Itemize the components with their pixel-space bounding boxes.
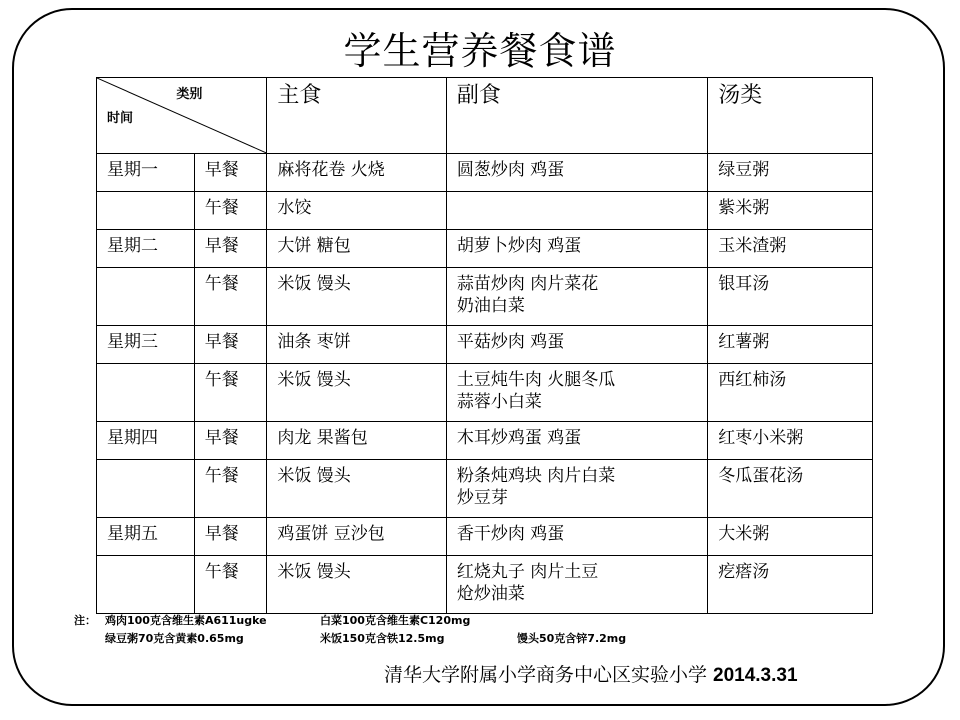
header-row bbox=[97, 78, 873, 154]
side-dish-line: 粉条炖鸡块 肉片白菜 bbox=[456, 466, 616, 486]
soup-cell: 银耳汤 bbox=[708, 268, 873, 326]
meal-cell: 早餐 bbox=[194, 518, 267, 556]
day-cell bbox=[97, 460, 195, 518]
side-dish-cell bbox=[446, 154, 707, 192]
main-dish-cell: 米饭 馒头 bbox=[267, 556, 447, 614]
page-title: 学生营养餐食谱 bbox=[343, 29, 617, 73]
main-dish-cell: 米饭 馒头 bbox=[267, 268, 447, 326]
side-dish-line: 炒豆芽 bbox=[456, 488, 508, 508]
day-cell: 星期三 bbox=[97, 326, 195, 364]
meal-cell: 早餐 bbox=[194, 154, 267, 192]
main-dish-cell: 麻将花卷 火烧 bbox=[267, 154, 447, 192]
side-dish-cell bbox=[446, 326, 707, 364]
header-soup: 汤类 bbox=[708, 78, 873, 154]
side-dish-cell bbox=[446, 556, 707, 614]
side-dish-cell bbox=[446, 230, 707, 268]
table-row bbox=[97, 422, 873, 460]
category-label: 类别 bbox=[176, 87, 203, 102]
table-row bbox=[97, 192, 873, 230]
note-rice: 米饭150克含铁12.5mg bbox=[320, 632, 445, 645]
side-dish-cell bbox=[446, 192, 707, 230]
note-mungbean: 绿豆粥70克含黄素0.65mg bbox=[105, 632, 244, 645]
footer-date: 2014.3.31 bbox=[713, 665, 798, 686]
meal-cell: 早餐 bbox=[194, 230, 267, 268]
main-dish-cell: 米饭 馒头 bbox=[267, 364, 447, 422]
meal-cell: 早餐 bbox=[194, 422, 267, 460]
table-row bbox=[97, 326, 873, 364]
side-dish-cell bbox=[446, 364, 707, 422]
note-cabbage: 白菜100克含维生素C120mg bbox=[320, 614, 471, 627]
side-dish-line: 胡萝卜炒肉 鸡蛋 bbox=[456, 236, 582, 256]
table-row bbox=[97, 154, 873, 192]
side-dish-line: 香干炒肉 鸡蛋 bbox=[456, 524, 565, 544]
side-dish-cell bbox=[446, 518, 707, 556]
school-name: 清华大学附属小学商务中心区实验小学 bbox=[384, 664, 708, 686]
side-dish-cell bbox=[446, 268, 707, 326]
table-row bbox=[97, 460, 873, 518]
day-cell bbox=[97, 268, 195, 326]
table-row bbox=[97, 364, 873, 422]
meal-cell: 午餐 bbox=[194, 556, 267, 614]
time-label: 时间 bbox=[107, 111, 134, 126]
menu-body bbox=[97, 154, 873, 614]
soup-cell: 疙瘩汤 bbox=[708, 556, 873, 614]
header-side: 副食 bbox=[446, 78, 707, 154]
menu-table bbox=[96, 77, 873, 614]
soup-cell: 绿豆粥 bbox=[708, 154, 873, 192]
notes bbox=[74, 612, 774, 648]
meal-cell: 午餐 bbox=[194, 364, 267, 422]
side-dish-line: 蒜蓉小白菜 bbox=[456, 392, 542, 412]
side-dish-line: 圆葱炒肉 鸡蛋 bbox=[456, 160, 565, 180]
side-dish-line: 红烧丸子 肉片土豆 bbox=[456, 562, 599, 582]
soup-cell: 红薯粥 bbox=[708, 326, 873, 364]
side-dish-line: 炝炒油菜 bbox=[456, 584, 525, 604]
main-dish-cell: 油条 枣饼 bbox=[267, 326, 447, 364]
header-main: 主食 bbox=[267, 78, 447, 154]
meal-cell: 早餐 bbox=[194, 326, 267, 364]
soup-cell: 紫米粥 bbox=[708, 192, 873, 230]
meal-cell: 午餐 bbox=[194, 460, 267, 518]
day-cell bbox=[97, 364, 195, 422]
day-cell: 星期四 bbox=[97, 422, 195, 460]
side-dish-line: 蒜苗炒肉 肉片菜花 bbox=[456, 274, 599, 294]
main-dish-cell: 米饭 馒头 bbox=[267, 460, 447, 518]
table-row bbox=[97, 268, 873, 326]
table-row bbox=[97, 230, 873, 268]
side-dish-line: 奶油白菜 bbox=[456, 296, 525, 316]
side-dish-line: 土豆炖牛肉 火腿冬瓜 bbox=[456, 370, 616, 390]
side-dish-cell bbox=[446, 460, 707, 518]
main-dish-cell: 水饺 bbox=[267, 192, 447, 230]
day-cell bbox=[97, 556, 195, 614]
main-dish-cell: 肉龙 果酱包 bbox=[267, 422, 447, 460]
diagonal-header-cell bbox=[97, 78, 267, 154]
day-cell: 星期一 bbox=[97, 154, 195, 192]
soup-cell: 西红柿汤 bbox=[708, 364, 873, 422]
meal-cell: 午餐 bbox=[194, 192, 267, 230]
footer bbox=[384, 660, 798, 687]
note-mantou: 馒头50克含锌7.2mg bbox=[517, 632, 627, 645]
soup-cell: 玉米渣粥 bbox=[708, 230, 873, 268]
soup-cell: 红枣小米粥 bbox=[708, 422, 873, 460]
soup-cell: 大米粥 bbox=[708, 518, 873, 556]
main-dish-cell: 大饼 糖包 bbox=[267, 230, 447, 268]
day-cell: 星期二 bbox=[97, 230, 195, 268]
table-row bbox=[97, 518, 873, 556]
side-dish-line: 木耳炒鸡蛋 鸡蛋 bbox=[456, 428, 582, 448]
side-dish-cell bbox=[446, 422, 707, 460]
side-dish-line: 平菇炒肉 鸡蛋 bbox=[456, 332, 565, 352]
day-cell: 星期五 bbox=[97, 518, 195, 556]
meal-cell: 午餐 bbox=[194, 268, 267, 326]
main-dish-cell: 鸡蛋饼 豆沙包 bbox=[267, 518, 447, 556]
notes-label: 注： bbox=[74, 614, 96, 627]
note-chicken: 鸡肉100克含维生素A611ugke bbox=[105, 614, 267, 627]
soup-cell: 冬瓜蛋花汤 bbox=[708, 460, 873, 518]
table-row bbox=[97, 556, 873, 614]
day-cell bbox=[97, 192, 195, 230]
